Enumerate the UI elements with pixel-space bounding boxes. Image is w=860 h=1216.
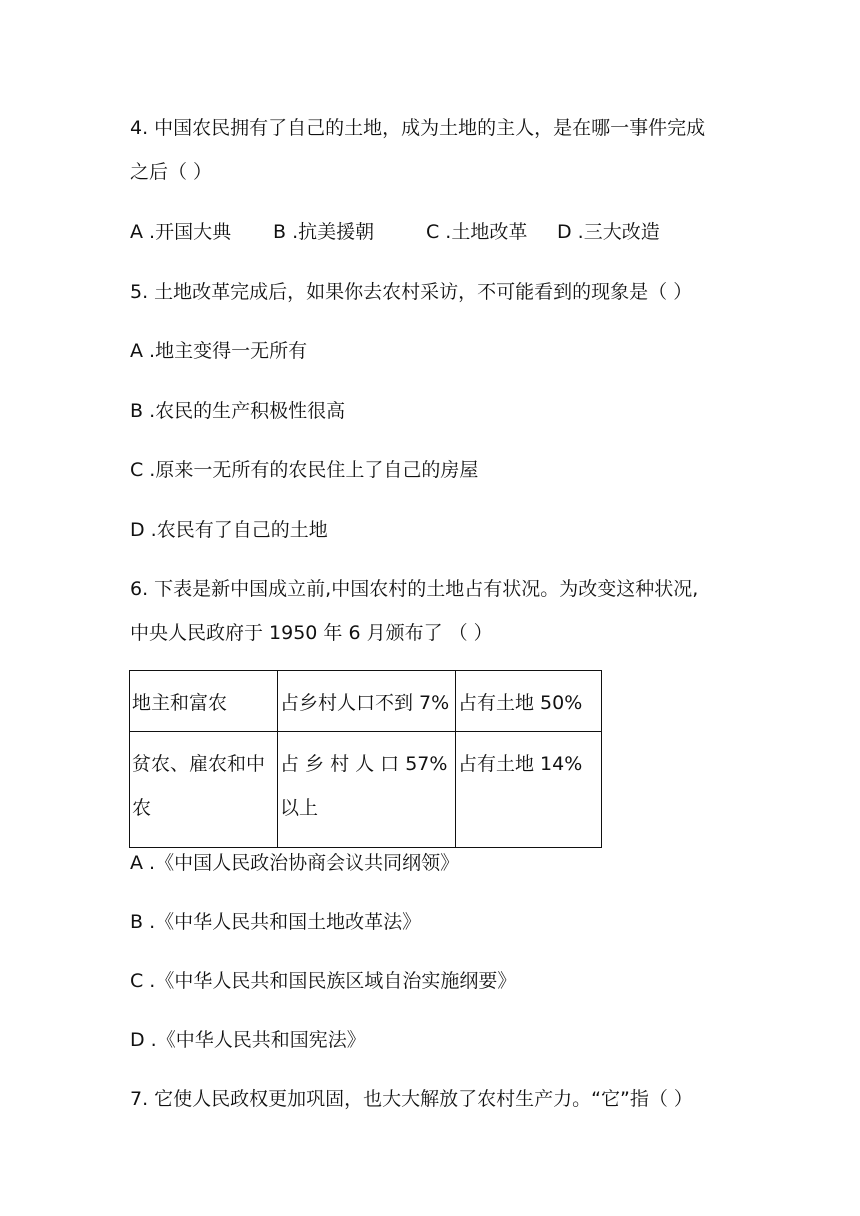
q4-option-b[interactable]: B .抗美援朝 (273, 221, 375, 243)
q4-option-d[interactable]: D .三大改造 (557, 221, 660, 243)
table-cell: 占有土地 14% (456, 732, 602, 848)
q6-stem-line2: 中央人民政府于 1950 年 6 月颁布了 （ ） (130, 622, 493, 644)
q5-stem: 5. 土地改革完成后，如果你去农村采访，不可能看到的现象是（ ） (130, 281, 693, 303)
q6-option-c[interactable]: C .《中华人民共和国民族区域自治实施纲要》 (130, 970, 517, 992)
table-cell: 占有土地 50% (456, 671, 602, 732)
table-cell: 地主和富农 (130, 671, 278, 732)
table-row (130, 732, 602, 848)
table-cell: 占 乡 村 人 口 57% 以上 (278, 732, 456, 848)
q5-option-a[interactable]: A .地主变得一无所有 (130, 340, 308, 362)
q4-option-c[interactable]: C .土地改革 (426, 221, 528, 243)
q5-option-c[interactable]: C .原来一无所有的农民住上了自己的房屋 (130, 459, 479, 481)
q5-option-d[interactable]: D .农民有了自己的土地 (130, 519, 328, 541)
table-cell: 贫农、雇农和中农 (130, 732, 278, 848)
q7-stem: 7. 它使人民政权更加巩固，也大大解放了农村生产力。“它”指（ ） (130, 1088, 693, 1110)
table-row (130, 671, 602, 732)
q6-option-a[interactable]: A .《中国人民政治协商会议共同纲领》 (130, 852, 460, 874)
q4-stem-line1: 4. 中国农民拥有了自己的土地，成为土地的主人，是在哪一事件完成 (130, 117, 706, 139)
q6-option-d[interactable]: D .《中华人民共和国宪法》 (130, 1029, 366, 1051)
q5-option-b[interactable]: B .农民的生产积极性很高 (130, 400, 346, 422)
q6-option-b[interactable]: B .《中华人民共和国土地改革法》 (130, 911, 422, 933)
q4-stem-line2: 之后（ ） (130, 161, 213, 183)
table-cell: 占乡村人口不到 7% (278, 671, 456, 732)
q4-options (130, 219, 750, 245)
q4-option-a[interactable]: A .开国大典 (130, 221, 232, 243)
q6-stem-line1: 6. 下表是新中国成立前,中国农村的土地占有状况。为改变这种状况, (130, 578, 699, 600)
land-ownership-table (129, 670, 602, 848)
